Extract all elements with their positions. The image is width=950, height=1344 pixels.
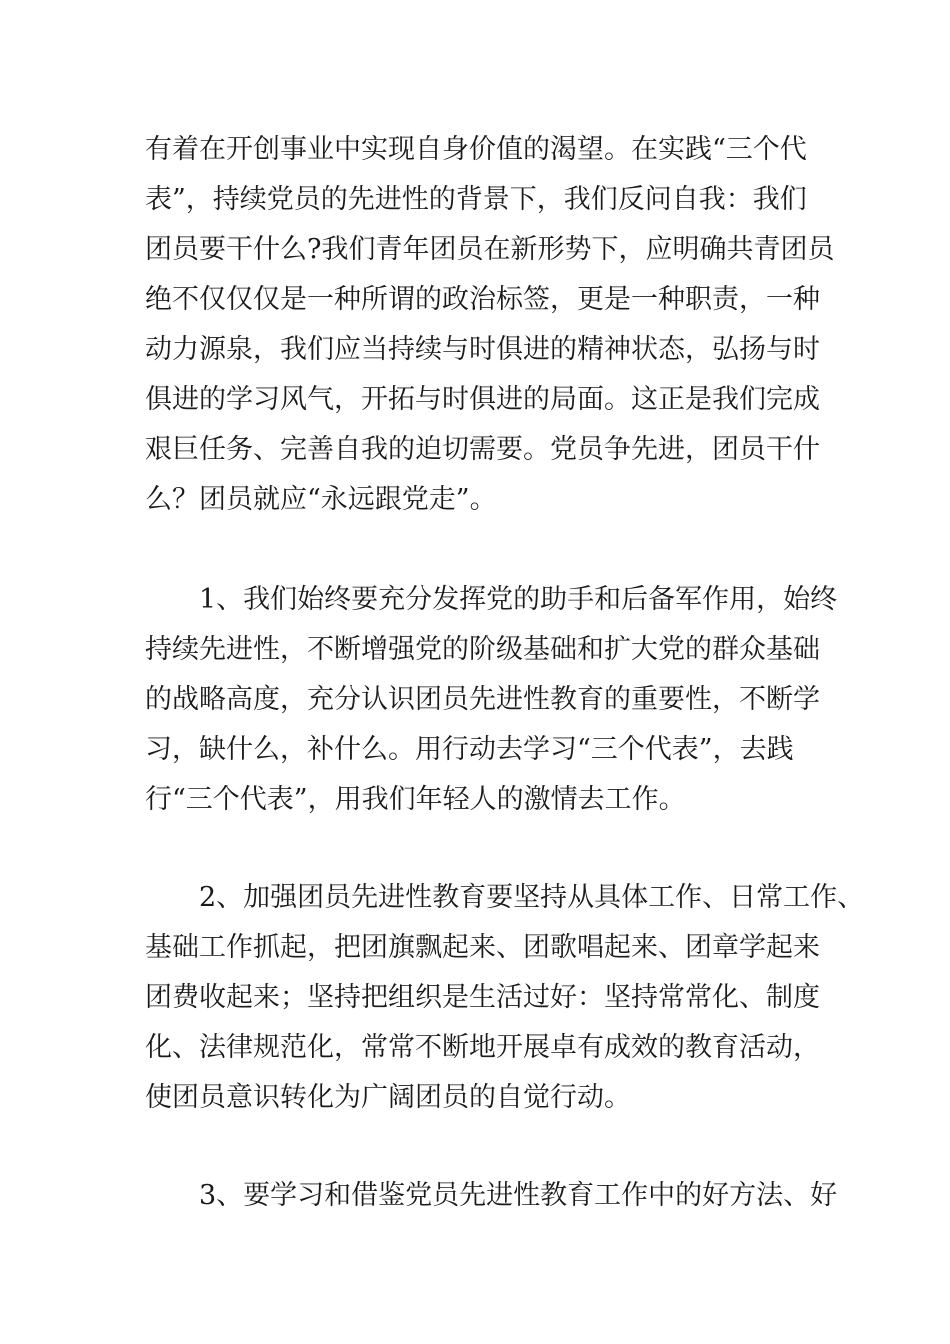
text-line: 有着在开创事业中实现自身价值的渴望。在实践“三个代 — [145, 134, 807, 165]
text-line: 团费收起来；坚持把组织是生活过好：坚持常常化、制度 — [145, 982, 820, 1013]
text-line: 的战略高度，充分认识团员先进性教育的重要性，不断学 — [145, 684, 820, 715]
text-line: 绝不仅仅仅是一种所谓的政治标签，更是一种职责，一种 — [145, 284, 820, 315]
text-line: 化、法律规范化，常常不断地开展卓有成效的教育活动， — [145, 1032, 820, 1063]
text-line: 团员要干什么?我们青年团员在新形势下，应明确共青团员 — [145, 234, 835, 265]
text-line: 习，缺什么，补什么。用行动去学习“三个代表”，去践 — [145, 734, 794, 765]
text-line: 行“三个代表”，用我们年轻人的激情去工作。 — [145, 784, 686, 815]
text-line: 艰巨任务、完善自我的迫切需要。党员争先进，团员干什 — [145, 434, 820, 465]
text-line: 动力源泉，我们应当持续与时俱进的精神状态，弘扬与时 — [145, 334, 820, 365]
text-line: 表”，持续党员的先进性的背景下，我们反问自我：我们 — [145, 184, 807, 215]
text-line: 基础工作抓起，把团旗飘起来、团歌唱起来、团章学起来 — [145, 932, 820, 963]
text-line: 2、加强团员先进性教育要坚持从具体工作、日常工作、 — [199, 882, 865, 913]
text-line: 么？团员就应“永远跟党走”。 — [145, 484, 497, 515]
text-line: 俱进的学习风气，开拓与时俱进的局面。这正是我们完成 — [145, 384, 820, 415]
text-line: 3、要学习和借鉴党员先进性教育工作中的好方法、好 — [199, 1180, 838, 1211]
text-line: 1、我们始终要充分发挥党的助手和后备军作用，始终 — [199, 584, 838, 615]
text-line: 持续先进性，不断增强党的阶级基础和扩大党的群众基础 — [145, 634, 820, 665]
text-line: 使团员意识转化为广阔团员的自觉行动。 — [145, 1082, 631, 1113]
